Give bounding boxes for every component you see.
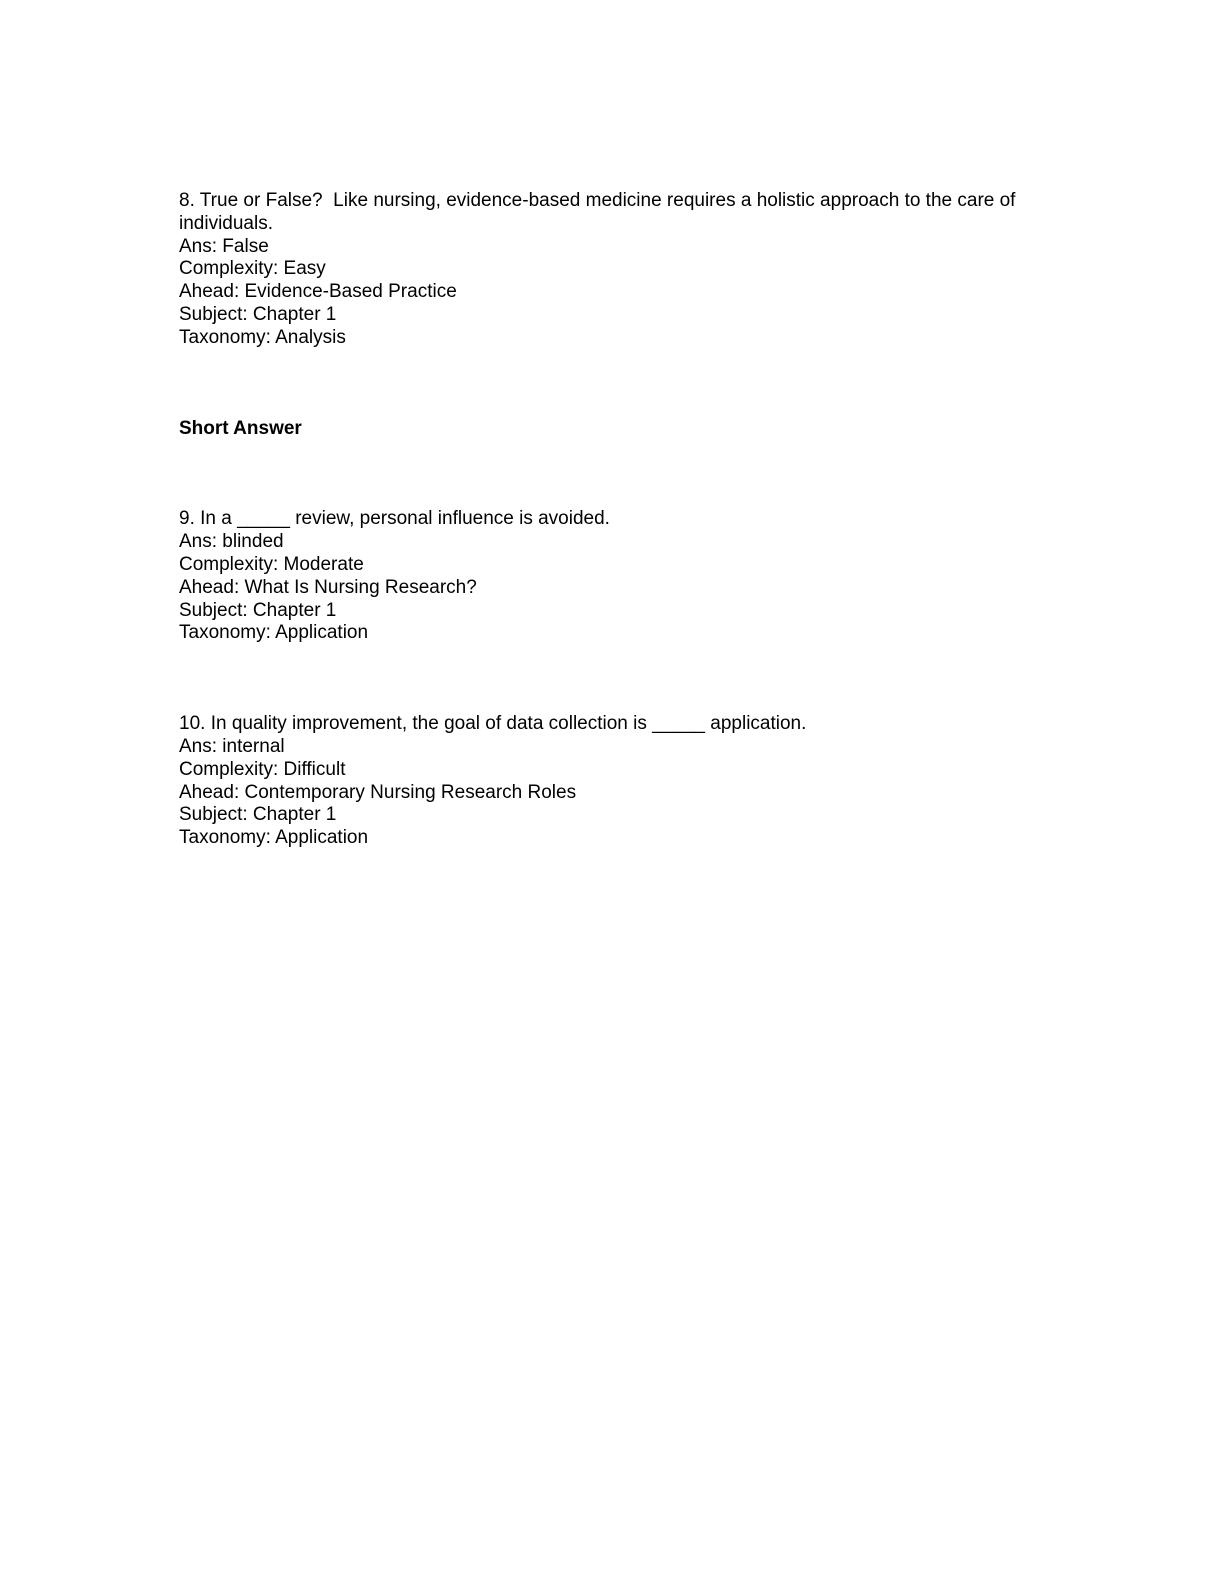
subject-line: Subject: Chapter 1 [179,804,337,826]
taxonomy-line: Taxonomy: Application [179,622,369,644]
document-content [179,190,1049,850]
taxonomy-line: Taxonomy: Application [179,827,369,849]
ahead-line: Ahead: Evidence-Based Practice [179,281,457,303]
ahead-line: Ahead: What Is Nursing Research? [179,576,477,598]
question-text: 8. True or False? Like nursing, evidence-based medicine requires a holistic approach to the care of individuals. [179,190,1021,234]
section-heading: Short Answer [179,417,302,439]
subject-line: Subject: Chapter 1 [179,599,337,621]
taxonomy-line: Taxonomy: Analysis [179,326,346,348]
question-text: 10. In quality improvement, the goal of data collection is _____ application. [179,713,807,735]
answer-line: Ans: internal [179,735,285,757]
answer-line: Ans: False [179,235,269,257]
question-text: 9. In a _____ review, personal influence is avoided. [179,508,610,530]
ahead-line: Ahead: Contemporary Nursing Research Roles [179,781,577,803]
question-8 [179,190,1049,350]
complexity-line: Complexity: Moderate [179,553,364,575]
complexity-line: Complexity: Difficult [179,758,346,780]
answer-line: Ans: blinded [179,531,284,553]
complexity-line: Complexity: Easy [179,258,326,280]
question-9 [179,508,1049,645]
subject-line: Subject: Chapter 1 [179,303,337,325]
question-10 [179,713,1049,850]
